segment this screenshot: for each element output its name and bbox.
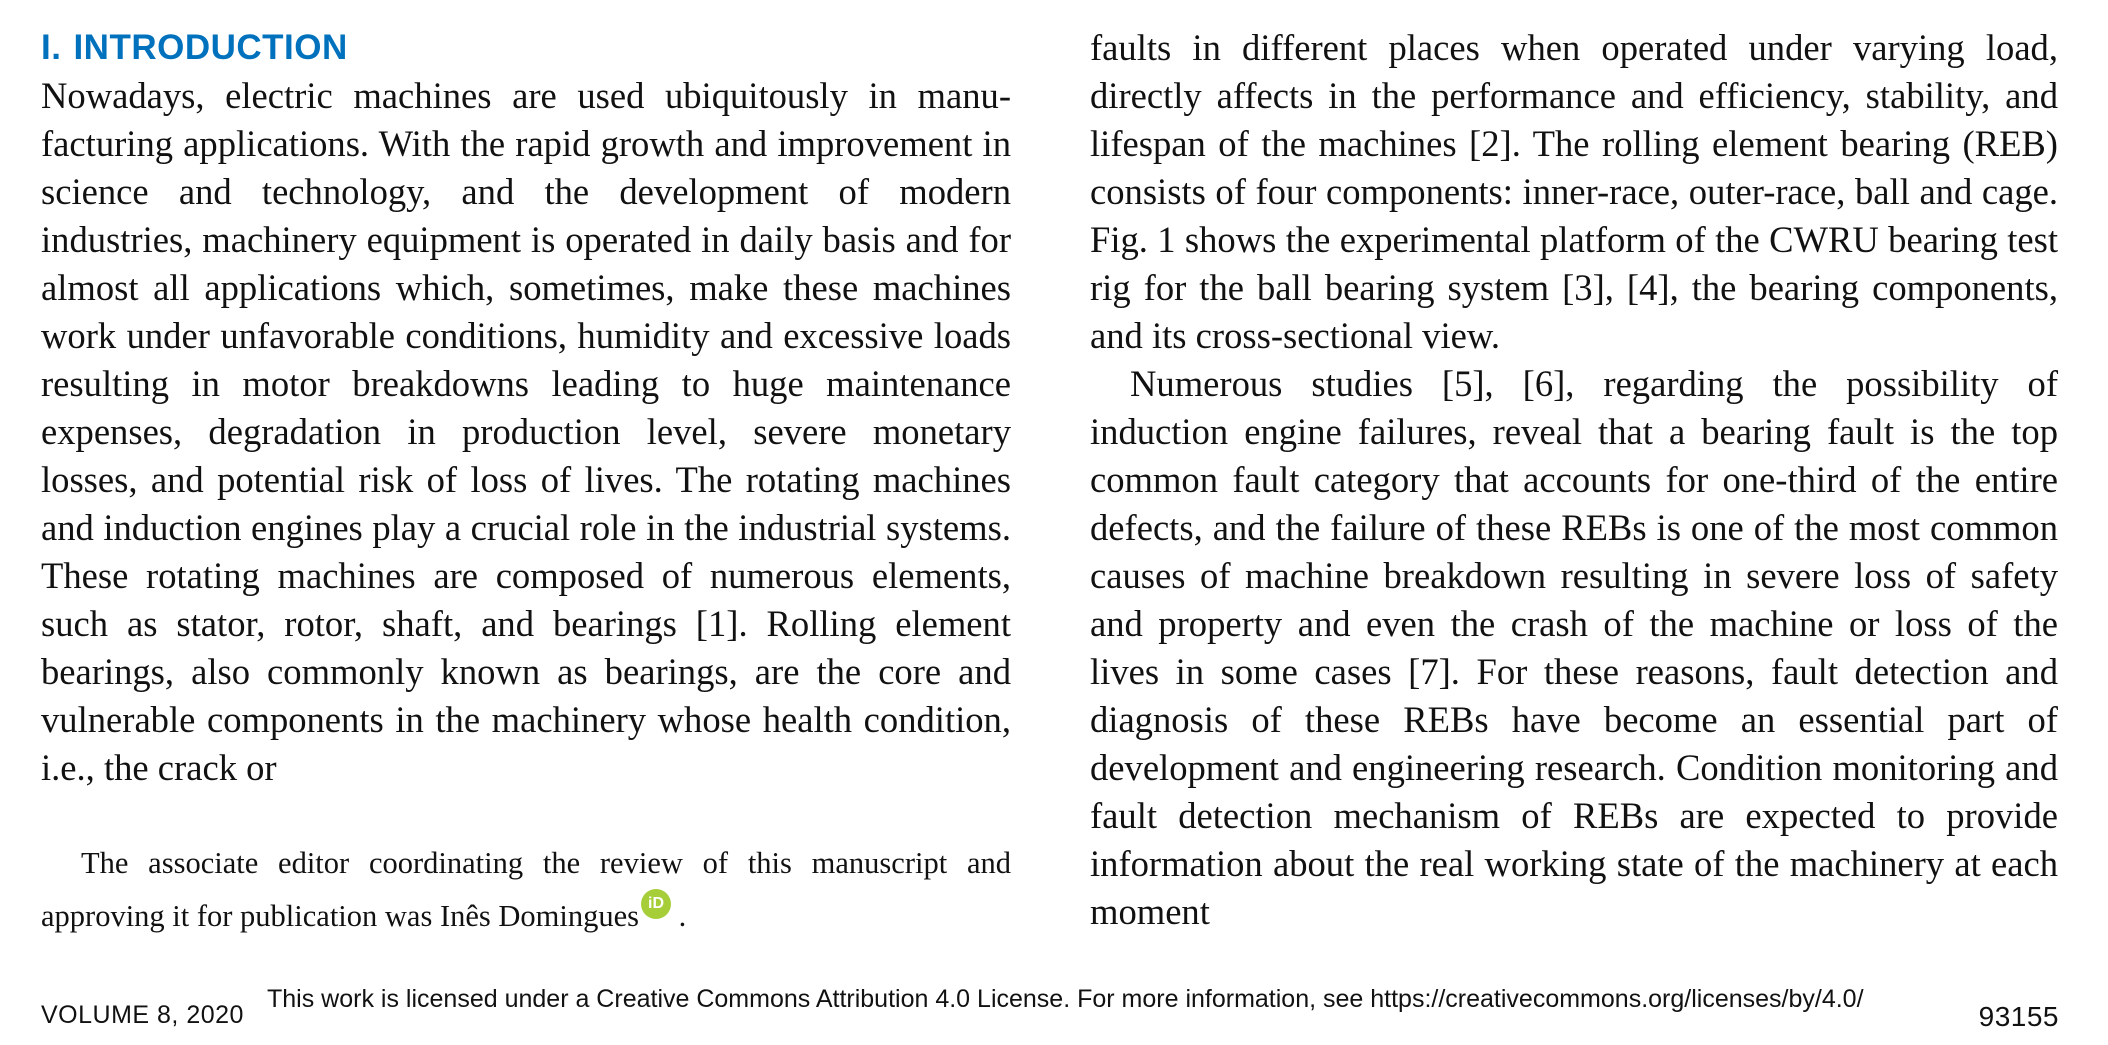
intro-paragraph-2: Numerous studies [5], [6], regarding the possibility of induction engine failures, reveal that a bearing fault is the top common fault category that accounts for one-third of the entire defects, and the failure of these REBs is one of the most common causes of machine breakdown resulting in severe loss of safety and property and even the crash of the machine or loss of the lives in some cases [7]. For these reasons, fault detection and diagnosis of these REBs have become an essential part of development and engineering research. Condition monitoring and fault detection mechanism of REBs are expected to provide information about the real working state of the machinery at each moment — [1090, 363, 2058, 932]
footer-page-number: 93155 — [1978, 1001, 2059, 1032]
editor-footnote — [41, 838, 1011, 942]
orcid-icon[interactable]: iD — [641, 889, 671, 919]
right-column — [1090, 24, 2058, 936]
footer-volume: VOLUME 8, 2020 — [41, 1001, 244, 1029]
section-heading — [41, 24, 1011, 72]
page-footer — [0, 985, 2108, 1035]
footnote-text: The associate editor coordinating the review of this manuscript and approving it for publication was Inês Domingues — [41, 846, 1011, 933]
section-title: INTRODUCTION — [73, 28, 348, 67]
footer-license: This work is licensed under a Creative Commons Attribution 4.0 License. For more information, see https://creativecommons.org/licenses/by/4.0/ — [267, 985, 1864, 1013]
intro-paragraph-1-continued: faults in different places when operated under varying load, directly affects in the performance and efficiency, stability, and lifespan of the machines [2]. The rolling element bearing (REB) consists of four components: inner-race, outer-race, ball and cage. Fig. 1 shows the experimental platform of the CWRU bearing test rig for the ball bearing system [3], [4], the bearing components, and its cross-sectional view. — [1090, 27, 2058, 356]
footnote-end-punct: . — [678, 899, 687, 933]
left-column — [41, 24, 1011, 792]
intro-paragraph-1: Nowadays, electric machines are used ubiquitously in manufacturing applications. With the rapid growth and improvement in science and technology, and the development of modern industries, machinery equipment is operated in daily basis and for almost all applications which, sometimes, make these machines work under unfavorable conditions, humidity and excessive loads resulting in motor breakdowns leading to huge maintenance expenses, degradation in production level, severe monetary losses, and potential risk of loss of lives. The rotating machines and induction engines play a crucial role in the industrial systems. These rotating machines are composed of numerous elements, such as stator, rotor, shaft, and bearings [1]. Rolling element bearings, also commonly known as bearings, are the core and vulnerable components in the machinery whose health condition, i.e., the crack or — [41, 75, 1011, 788]
section-number: I. — [41, 28, 62, 67]
